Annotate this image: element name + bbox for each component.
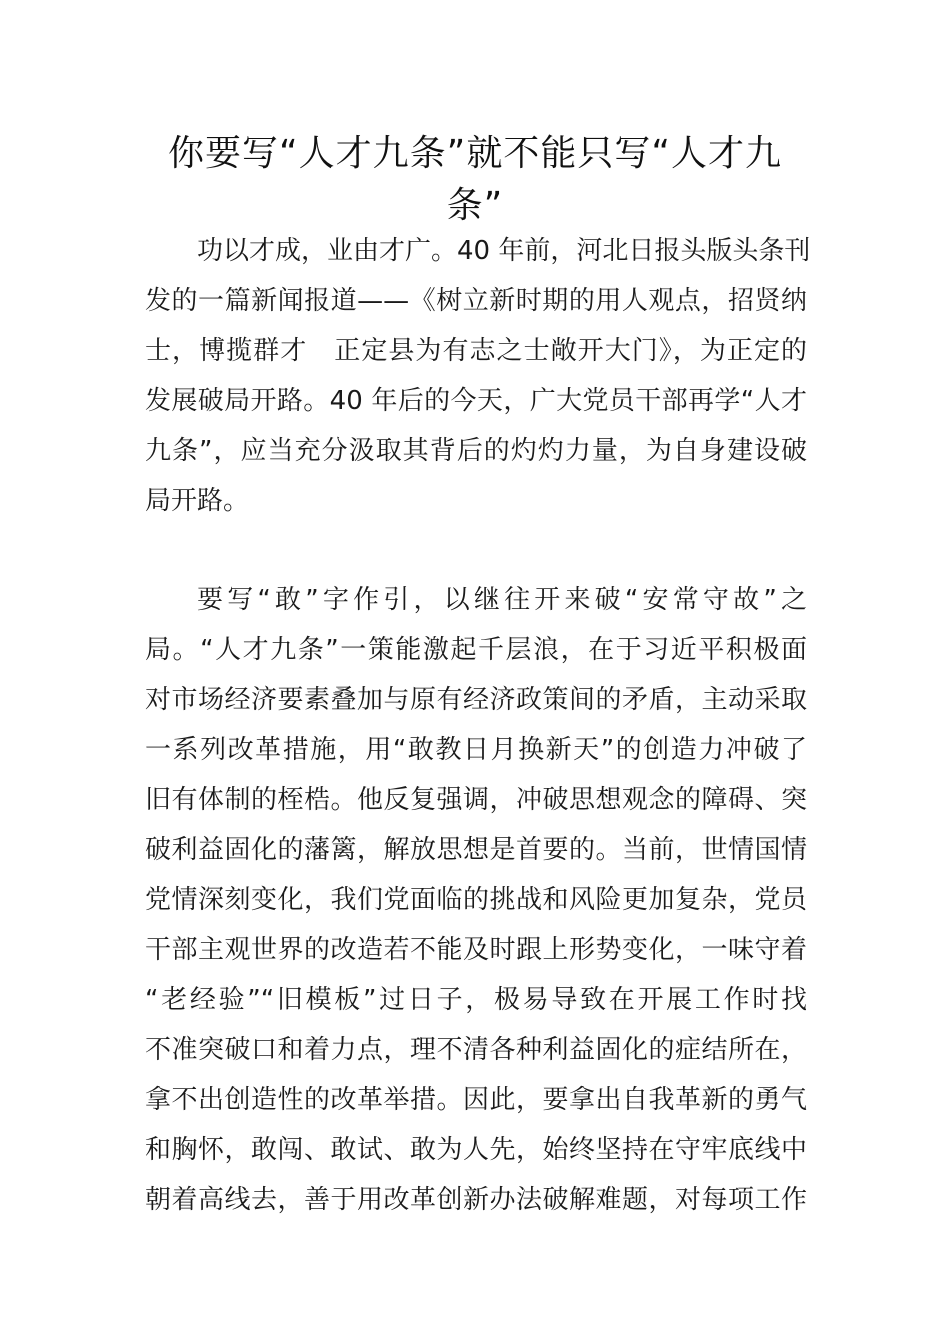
- paragraph-line: 九条”，应当充分汲取其背后的灼灼力量，为自身建设破: [145, 436, 807, 466]
- paragraph-dare: [145, 575, 807, 1225]
- paragraph-line: 拿不出创造性的改革举措。因此，要拿出自我革新的勇气: [145, 1085, 807, 1115]
- paragraph-line: 干部主观世界的改造若不能及时跟上形势变化，一味守着: [145, 935, 807, 965]
- paragraph-intro: [145, 226, 811, 526]
- paragraph-line: 不准突破口和着力点，理不清各种利益固化的症结所在，: [145, 1035, 807, 1065]
- paragraph-line: 对市场经济要素叠加与原有经济政策间的矛盾，主动采取: [145, 685, 807, 715]
- paragraph-line: 局。“人才九条”一策能激起千层浪，在于习近平积极面: [145, 635, 807, 665]
- paragraph-line: 发展破局开路。40 年后的今天，广大党员干部再学“人才: [145, 386, 807, 416]
- paragraph-line: 和胸怀，敢闯、敢试、敢为人先，始终坚持在守牢底线中: [145, 1135, 807, 1165]
- paragraph-line: 党情深刻变化，我们党面临的挑战和风险更加复杂，党员: [145, 885, 807, 915]
- paragraph-line: 士，博揽群才 正定县为有志之士敞开大门》，为正定的: [145, 336, 807, 366]
- paragraph-line: “老经验”“旧模板”过日子，极易导致在开展工作时找: [145, 985, 807, 1015]
- paragraph-line: 朝着高线去，善于用改革创新办法破解难题，对每项工作: [145, 1185, 807, 1215]
- paragraph-line: 破利益固化的藩篱，解放思想是首要的。当前，世情国情: [145, 835, 807, 865]
- paragraph-line: 旧有体制的桎梏。他反复强调，冲破思想观念的障碍、突: [145, 785, 807, 815]
- title-line: 条”: [446, 185, 504, 226]
- title-line: 你要写“人才九条”就不能只写“人才九: [168, 133, 782, 174]
- document-title: [145, 128, 805, 232]
- paragraph-line: 功以才成，业由才广。40 年前，河北日报头版头条刊: [197, 236, 811, 266]
- paragraph-line: 发的一篇新闻报道——《树立新时期的用人观点，招贤纳: [145, 286, 807, 316]
- paragraph-line: 要写“敢”字作引，以继往开来破“安常守故”之: [197, 585, 807, 615]
- paragraph-line: 一系列改革措施，用“敢教日月换新天”的创造力冲破了: [145, 735, 807, 765]
- paragraph-line: 局开路。: [145, 486, 250, 516]
